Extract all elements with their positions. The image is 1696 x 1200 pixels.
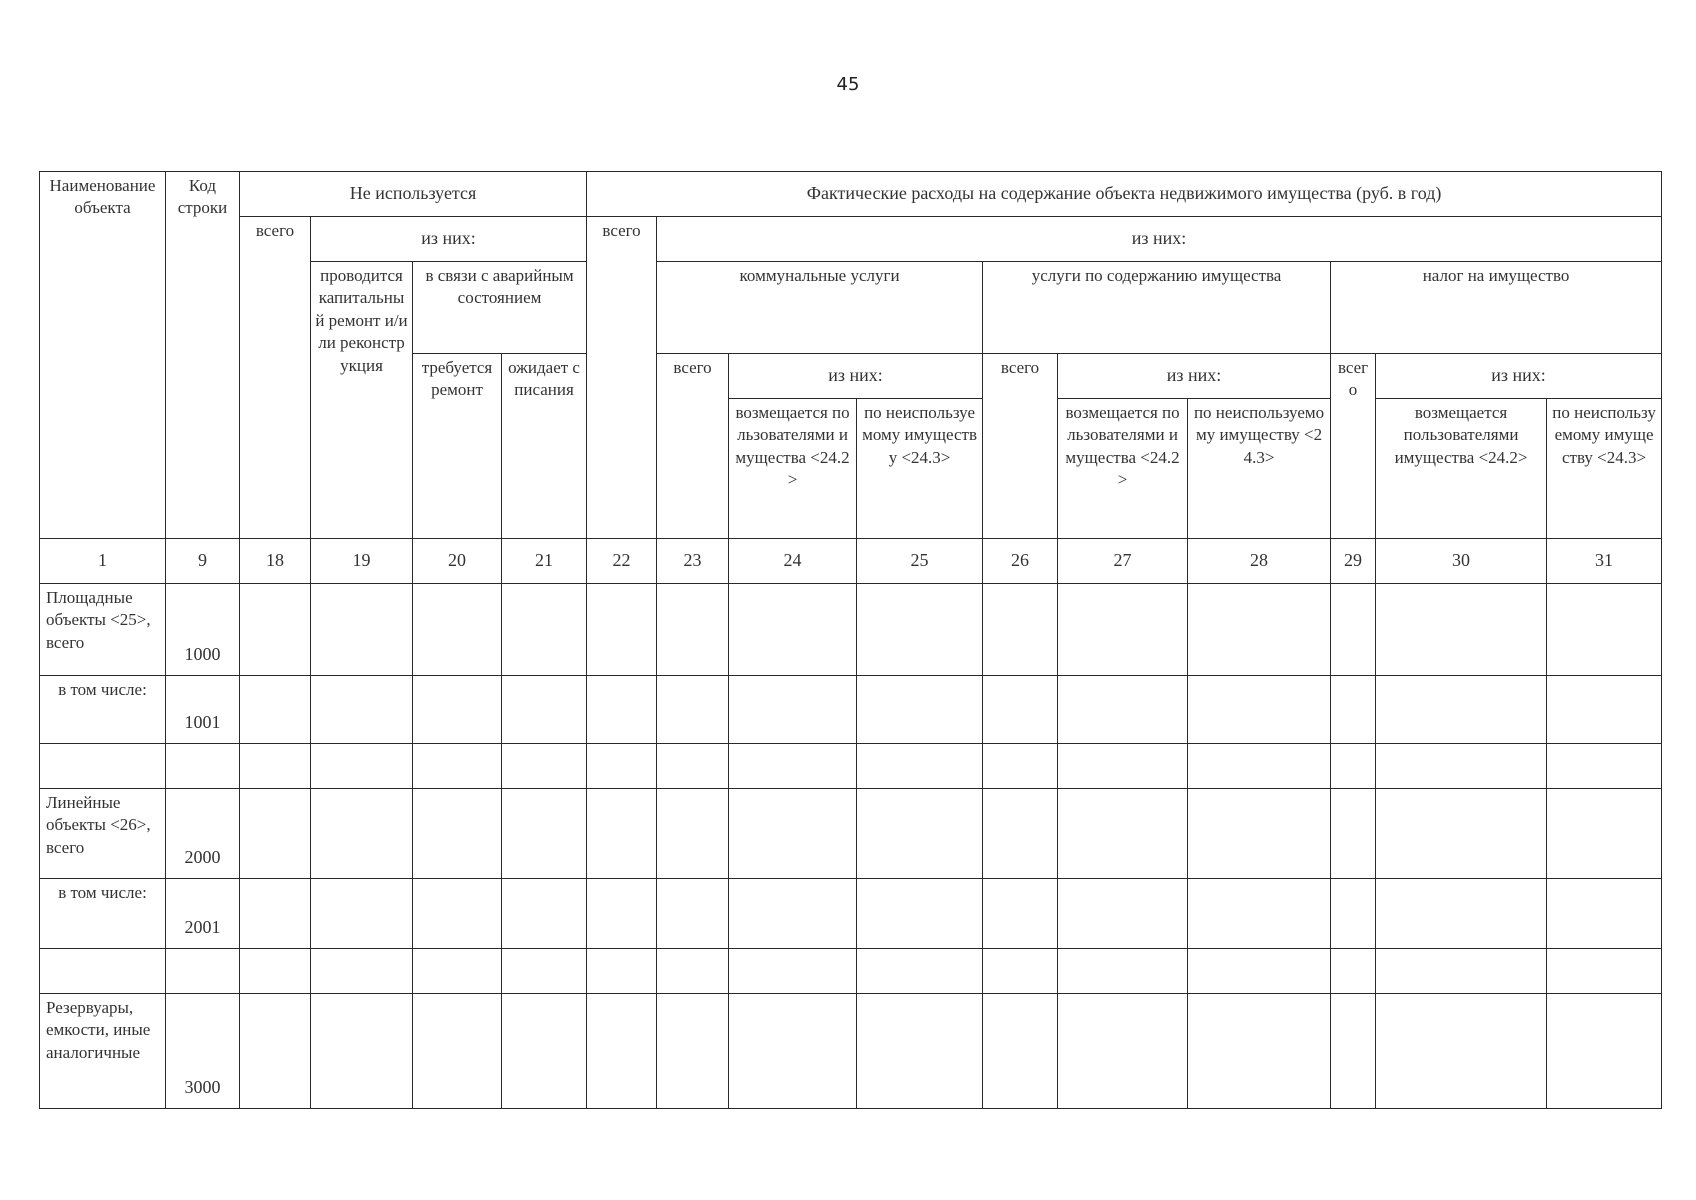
table-cell[interactable] — [240, 949, 311, 994]
row-code — [166, 744, 240, 789]
table-cell[interactable] — [1331, 789, 1376, 879]
header-not-used: Не используется — [240, 172, 587, 217]
table-cell[interactable] — [1376, 789, 1547, 879]
header-maintenance-unused: по неиспользуемому имуществу <24.3> — [1188, 399, 1331, 539]
table-cell[interactable] — [1058, 789, 1188, 879]
column-number: 1 — [40, 539, 166, 584]
table-cell[interactable] — [311, 949, 413, 994]
table-cell[interactable] — [857, 676, 983, 744]
table-cell[interactable] — [413, 789, 502, 879]
table-cell[interactable] — [240, 584, 311, 676]
table-cell[interactable] — [587, 744, 657, 789]
table-cell[interactable] — [729, 584, 857, 676]
column-number: 27 — [1058, 539, 1188, 584]
table-cell[interactable] — [587, 789, 657, 879]
table-cell[interactable] — [657, 949, 729, 994]
table-cell[interactable] — [311, 879, 413, 949]
row-name: в том числе: — [40, 879, 166, 949]
table-cell[interactable] — [502, 879, 587, 949]
header-maintenance-of-them: из них: — [1058, 354, 1331, 399]
table-cell[interactable] — [729, 879, 857, 949]
header-costs-of-them: из них: — [657, 217, 1662, 262]
column-number: 28 — [1188, 539, 1331, 584]
table-cell[interactable] — [240, 879, 311, 949]
table-cell[interactable] — [657, 879, 729, 949]
table-cell[interactable] — [311, 994, 413, 1109]
table-cell[interactable] — [729, 676, 857, 744]
table-cell[interactable] — [983, 744, 1058, 789]
table-cell[interactable] — [729, 994, 857, 1109]
header-maintenance-total: всего — [983, 354, 1058, 539]
table-cell[interactable] — [657, 789, 729, 879]
table-cell[interactable] — [1331, 994, 1376, 1109]
column-number: 9 — [166, 539, 240, 584]
table-cell[interactable] — [1376, 994, 1547, 1109]
header-needs-repair: требуется ремонт — [413, 354, 502, 539]
header-property-tax: налог на имущество — [1331, 262, 1662, 354]
table-row — [40, 676, 1662, 744]
table-cell[interactable] — [729, 949, 857, 994]
column-number: 24 — [729, 539, 857, 584]
table-cell[interactable] — [1331, 744, 1376, 789]
table-cell[interactable] — [1188, 744, 1331, 789]
table-cell[interactable] — [1547, 879, 1662, 949]
header-utilities: коммунальные услуги — [657, 262, 983, 354]
header-costs-total: всего — [587, 217, 657, 539]
column-number: 18 — [240, 539, 311, 584]
table-cell[interactable] — [587, 584, 657, 676]
table-cell[interactable] — [657, 584, 729, 676]
table-cell[interactable] — [311, 789, 413, 879]
table-cell[interactable] — [1188, 676, 1331, 744]
table-cell[interactable] — [1547, 584, 1662, 676]
row-code — [166, 949, 240, 994]
table-cell[interactable] — [413, 744, 502, 789]
table-cell[interactable] — [587, 676, 657, 744]
table-cell[interactable] — [657, 676, 729, 744]
table-cell[interactable] — [1058, 994, 1188, 1109]
row-name: Линейные объекты <26>, всего — [40, 789, 166, 879]
table-cell[interactable] — [1331, 584, 1376, 676]
table-cell[interactable] — [502, 994, 587, 1109]
header-utilities-reimbursed: возмещается пользователями имущества <24.2> — [729, 399, 857, 539]
column-number: 30 — [1376, 539, 1547, 584]
column-number: 22 — [587, 539, 657, 584]
column-number: 29 — [1331, 539, 1376, 584]
table-cell[interactable] — [413, 584, 502, 676]
table-cell[interactable] — [1376, 676, 1547, 744]
table-cell[interactable] — [983, 994, 1058, 1109]
table-row — [40, 584, 1662, 676]
table-row — [40, 994, 1662, 1109]
column-numbers-row — [40, 539, 1662, 584]
table-cell[interactable] — [1331, 676, 1376, 744]
table-cell[interactable] — [1188, 584, 1331, 676]
table-row — [40, 744, 1662, 789]
table-cell[interactable] — [857, 584, 983, 676]
table-cell[interactable] — [1547, 676, 1662, 744]
row-name: Резервуары, емкости, иные аналогичные — [40, 994, 166, 1109]
header-utilities-unused: по неиспользуемому имуществу <24.3> — [857, 399, 983, 539]
column-number: 21 — [502, 539, 587, 584]
table-cell[interactable] — [983, 879, 1058, 949]
header-actual-costs: Фактические расходы на содержание объекта недвижимого имущества (руб. в год) — [587, 172, 1662, 217]
table-cell[interactable] — [240, 676, 311, 744]
table-cell[interactable] — [502, 744, 587, 789]
row-code: 2000 — [166, 789, 240, 879]
table-cell[interactable] — [857, 994, 983, 1109]
header-utilities-total: всего — [657, 354, 729, 539]
table-cell[interactable] — [1376, 949, 1547, 994]
table-cell[interactable] — [657, 744, 729, 789]
header-not-used-total: всего — [240, 217, 311, 539]
column-number: 26 — [983, 539, 1058, 584]
property-costs-table — [39, 171, 1662, 1109]
table-cell[interactable] — [587, 879, 657, 949]
header-awaiting-writeoff: ожидает списания — [502, 354, 587, 539]
header-name: Наименование объекта — [40, 172, 166, 539]
table-cell[interactable] — [502, 676, 587, 744]
table-cell[interactable] — [240, 994, 311, 1109]
header-maintenance: услуги по содержанию имущества — [983, 262, 1331, 354]
table-cell[interactable] — [502, 949, 587, 994]
table-cell[interactable] — [413, 949, 502, 994]
table-cell[interactable] — [587, 949, 657, 994]
row-name — [40, 744, 166, 789]
column-number: 31 — [1547, 539, 1662, 584]
header-capital-repair: проводится капитальный ремонт и/или реконструкция — [311, 262, 413, 539]
header-code: Код строки — [166, 172, 240, 539]
table-cell[interactable] — [983, 676, 1058, 744]
header-emergency: в связи с аварийным состоянием — [413, 262, 587, 354]
table-row — [40, 949, 1662, 994]
table-cell[interactable] — [1376, 584, 1547, 676]
table-cell[interactable] — [1058, 949, 1188, 994]
header-tax-of-them: из них: — [1376, 354, 1662, 399]
table-cell[interactable] — [502, 584, 587, 676]
table-cell[interactable] — [1188, 879, 1331, 949]
header-not-used-of-them: из них: — [311, 217, 587, 262]
table-cell[interactable] — [983, 949, 1058, 994]
table-cell[interactable] — [657, 994, 729, 1109]
table-cell[interactable] — [1547, 994, 1662, 1109]
row-name — [40, 949, 166, 994]
table-cell[interactable] — [729, 789, 857, 879]
column-number: 23 — [657, 539, 729, 584]
row-code: 3000 — [166, 994, 240, 1109]
row-code: 1001 — [166, 676, 240, 744]
table-row — [40, 789, 1662, 879]
table-cell[interactable] — [729, 744, 857, 789]
table-cell[interactable] — [1188, 949, 1331, 994]
table-cell[interactable] — [1058, 879, 1188, 949]
table-cell[interactable] — [413, 676, 502, 744]
column-number: 19 — [311, 539, 413, 584]
table-cell[interactable] — [587, 994, 657, 1109]
header-tax-unused: по неиспользуемому имуществу <24.3> — [1547, 399, 1662, 539]
table-cell[interactable] — [857, 879, 983, 949]
row-code: 2001 — [166, 879, 240, 949]
table-cell[interactable] — [311, 584, 413, 676]
table-cell[interactable] — [983, 584, 1058, 676]
table-cell[interactable] — [857, 949, 983, 994]
table-cell[interactable] — [413, 994, 502, 1109]
column-number: 25 — [857, 539, 983, 584]
table-cell[interactable] — [857, 744, 983, 789]
table-cell[interactable] — [240, 789, 311, 879]
table-cell[interactable] — [1058, 744, 1188, 789]
table-cell[interactable] — [413, 879, 502, 949]
table-cell[interactable] — [857, 789, 983, 879]
row-name: в том числе: — [40, 676, 166, 744]
page-number: 45 — [836, 74, 860, 95]
table-cell[interactable] — [1058, 676, 1188, 744]
table-cell[interactable] — [1331, 949, 1376, 994]
table-cell[interactable] — [1376, 879, 1547, 949]
header-maintenance-reimbursed: возмещается пользователями имущества <24.2> — [1058, 399, 1188, 539]
table-cell[interactable] — [1188, 994, 1331, 1109]
data-rows — [40, 584, 1662, 1109]
table-cell[interactable] — [983, 789, 1058, 879]
table-cell[interactable] — [1547, 744, 1662, 789]
table-cell[interactable] — [1331, 879, 1376, 949]
table-row — [40, 879, 1662, 949]
table-cell[interactable] — [1376, 744, 1547, 789]
column-number: 20 — [413, 539, 502, 584]
table-cell[interactable] — [311, 676, 413, 744]
table-cell[interactable] — [1547, 789, 1662, 879]
table-cell[interactable] — [311, 744, 413, 789]
header-tax-total: всего — [1331, 354, 1376, 539]
row-code: 1000 — [166, 584, 240, 676]
header-tax-reimbursed: возмещается пользователями имущества <24.2> — [1376, 399, 1547, 539]
row-name: Площадные объекты <25>, всего — [40, 584, 166, 676]
table-cell[interactable] — [1547, 949, 1662, 994]
table-cell[interactable] — [502, 789, 587, 879]
table-cell[interactable] — [1188, 789, 1331, 879]
header-utilities-of-them: из них: — [729, 354, 983, 399]
table-cell[interactable] — [240, 744, 311, 789]
table-cell[interactable] — [1058, 584, 1188, 676]
